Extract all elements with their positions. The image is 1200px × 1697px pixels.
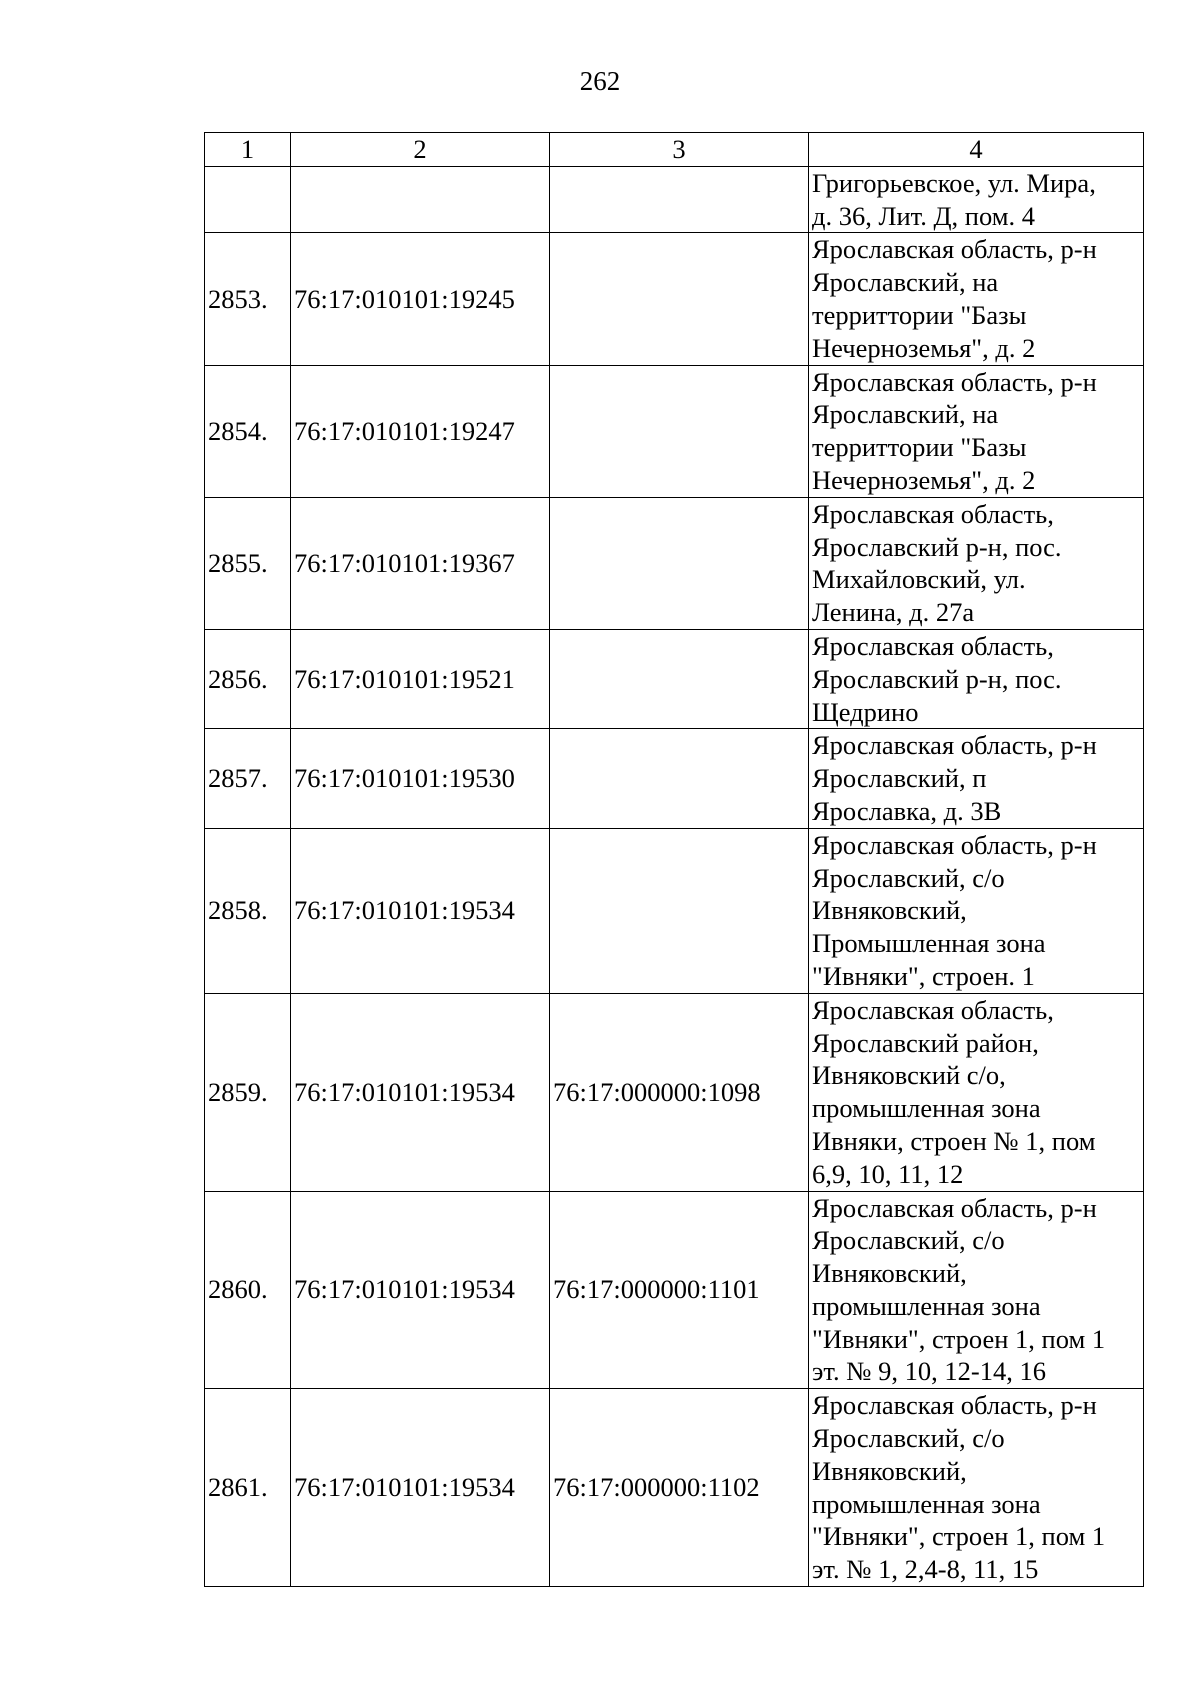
address-line: Ярославская область, р-н bbox=[812, 1192, 1097, 1223]
address-line: "Ивняки", строен 1, пом 1 bbox=[812, 1521, 1106, 1552]
address-line: Промышленная зона bbox=[812, 928, 1046, 959]
address-line: Ярославский р-н, пос. bbox=[812, 663, 1062, 694]
table-body bbox=[205, 166, 1144, 1586]
row-number-cell: 2860. bbox=[205, 1191, 291, 1389]
address-line: Ярославская область, р-н bbox=[812, 1390, 1097, 1421]
address-cell bbox=[809, 233, 1144, 365]
address-line: Ивняковский, bbox=[812, 895, 967, 926]
secondary-cadastral-number-cell: 76:17:000000:1102 bbox=[550, 1389, 809, 1587]
header-row bbox=[205, 133, 1144, 167]
address-line: д. 36, Лит. Д, пом. 4 bbox=[812, 200, 1035, 231]
table-row bbox=[205, 629, 1144, 728]
secondary-cadastral-number-cell bbox=[550, 828, 809, 993]
row-number-cell: 2853. bbox=[205, 233, 291, 365]
address-cell bbox=[809, 629, 1144, 728]
address-line: Ярославский р-н, пос. bbox=[812, 531, 1062, 562]
address-line: Ярославский, п bbox=[812, 763, 987, 794]
column-header-3: 3 bbox=[550, 133, 809, 167]
cadastral-number-cell bbox=[291, 166, 550, 233]
address-line: Ивняки, строен № 1, пом bbox=[812, 1125, 1096, 1156]
table-row bbox=[205, 233, 1144, 365]
secondary-cadastral-number-cell bbox=[550, 233, 809, 365]
row-number-cell: 2854. bbox=[205, 365, 291, 497]
address-line: Ярославский, с/о bbox=[812, 862, 1005, 893]
address-cell bbox=[809, 365, 1144, 497]
address-line: "Ивняки", строен. 1 bbox=[812, 960, 1035, 991]
column-header-1: 1 bbox=[205, 133, 291, 167]
address-line: Ярославская область, bbox=[812, 994, 1054, 1025]
address-line: Нечерноземья", д. 2 bbox=[812, 464, 1036, 495]
address-line: Михайловский, ул. bbox=[812, 564, 1026, 595]
address-line: Ярославская область, р-н bbox=[812, 366, 1097, 397]
row-number-cell: 2861. bbox=[205, 1389, 291, 1587]
address-line: Ярославский район, bbox=[812, 1027, 1039, 1058]
row-number-cell: 2857. bbox=[205, 729, 291, 828]
address-line: Ленина, д. 27а bbox=[812, 597, 975, 628]
row-number-cell: 2858. bbox=[205, 828, 291, 993]
address-line: промышленная зона bbox=[812, 1290, 1041, 1321]
cadastral-number-cell: 76:17:010101:19245 bbox=[291, 233, 550, 365]
table-row bbox=[205, 1191, 1144, 1389]
table-row bbox=[205, 1389, 1144, 1587]
address-cell bbox=[809, 166, 1144, 233]
address-line: Ивняковский, bbox=[812, 1258, 967, 1289]
table-row bbox=[205, 729, 1144, 828]
secondary-cadastral-number-cell bbox=[550, 166, 809, 233]
address-cell bbox=[809, 1191, 1144, 1389]
cadastral-number-cell: 76:17:010101:19534 bbox=[291, 993, 550, 1191]
address-cell bbox=[809, 1389, 1144, 1587]
address-line: "Ивняки", строен 1, пом 1 bbox=[812, 1323, 1106, 1354]
address-line: Ярославская область, р-н bbox=[812, 730, 1097, 761]
address-line: Нечерноземья", д. 2 bbox=[812, 332, 1036, 363]
cadastral-number-cell: 76:17:010101:19367 bbox=[291, 497, 550, 629]
secondary-cadastral-number-cell bbox=[550, 365, 809, 497]
cadastral-number-cell: 76:17:010101:19247 bbox=[291, 365, 550, 497]
address-line: Ярославский, на bbox=[812, 399, 999, 430]
cadastral-number-cell: 76:17:010101:19534 bbox=[291, 1191, 550, 1389]
registry-table bbox=[204, 132, 1144, 1587]
cadastral-number-cell: 76:17:010101:19530 bbox=[291, 729, 550, 828]
page-number: 262 bbox=[579, 66, 621, 96]
address-line: эт. № 9, 10, 12-14, 16 bbox=[812, 1356, 1046, 1387]
address-line: Ярославская область, bbox=[812, 498, 1054, 529]
secondary-cadastral-number-cell bbox=[550, 629, 809, 728]
address-line: территтории "Базы bbox=[812, 299, 1027, 330]
address-cell bbox=[809, 497, 1144, 629]
address-line: территтории "Базы bbox=[812, 432, 1027, 463]
address-line: Ярославка, д. 3В bbox=[812, 795, 1002, 826]
address-line: Ярославская область, р-н bbox=[812, 829, 1097, 860]
address-cell bbox=[809, 828, 1144, 993]
address-line: промышленная зона bbox=[812, 1093, 1041, 1124]
table-row bbox=[205, 828, 1144, 993]
row-number-cell bbox=[205, 166, 291, 233]
table-row bbox=[205, 365, 1144, 497]
address-line: Ярославский, с/о bbox=[812, 1225, 1005, 1256]
cadastral-number-cell: 76:17:010101:19534 bbox=[291, 828, 550, 993]
address-cell bbox=[809, 729, 1144, 828]
secondary-cadastral-number-cell: 76:17:000000:1101 bbox=[550, 1191, 809, 1389]
address-line: Ивняковский с/о, bbox=[812, 1060, 1006, 1091]
cadastral-number-cell: 76:17:010101:19521 bbox=[291, 629, 550, 728]
column-header-4: 4 bbox=[809, 133, 1144, 167]
table-row bbox=[205, 497, 1144, 629]
address-line: промышленная зона bbox=[812, 1488, 1041, 1519]
address-cell bbox=[809, 993, 1144, 1191]
address-line: 6,9, 10, 11, 12 bbox=[812, 1158, 964, 1189]
table-row bbox=[205, 993, 1144, 1191]
address-line: Григорьевское, ул. Мира, bbox=[812, 167, 1096, 198]
address-line: Ярославская область, р-н bbox=[812, 234, 1097, 265]
secondary-cadastral-number-cell bbox=[550, 729, 809, 828]
address-line: Ярославский, с/о bbox=[812, 1423, 1005, 1454]
address-line: эт. № 1, 2,4-8, 11, 15 bbox=[812, 1554, 1039, 1585]
address-line: Щедрино bbox=[812, 696, 919, 727]
row-number-cell: 2859. bbox=[205, 993, 291, 1191]
secondary-cadastral-number-cell: 76:17:000000:1098 bbox=[550, 993, 809, 1191]
address-line: Ярославская область, bbox=[812, 630, 1054, 661]
table-row bbox=[205, 166, 1144, 233]
cadastral-number-cell: 76:17:010101:19534 bbox=[291, 1389, 550, 1587]
row-number-cell: 2855. bbox=[205, 497, 291, 629]
address-line: Ярославский, на bbox=[812, 267, 999, 298]
secondary-cadastral-number-cell bbox=[550, 497, 809, 629]
address-line: Ивняковский, bbox=[812, 1455, 967, 1486]
row-number-cell: 2856. bbox=[205, 629, 291, 728]
column-header-2: 2 bbox=[291, 133, 550, 167]
